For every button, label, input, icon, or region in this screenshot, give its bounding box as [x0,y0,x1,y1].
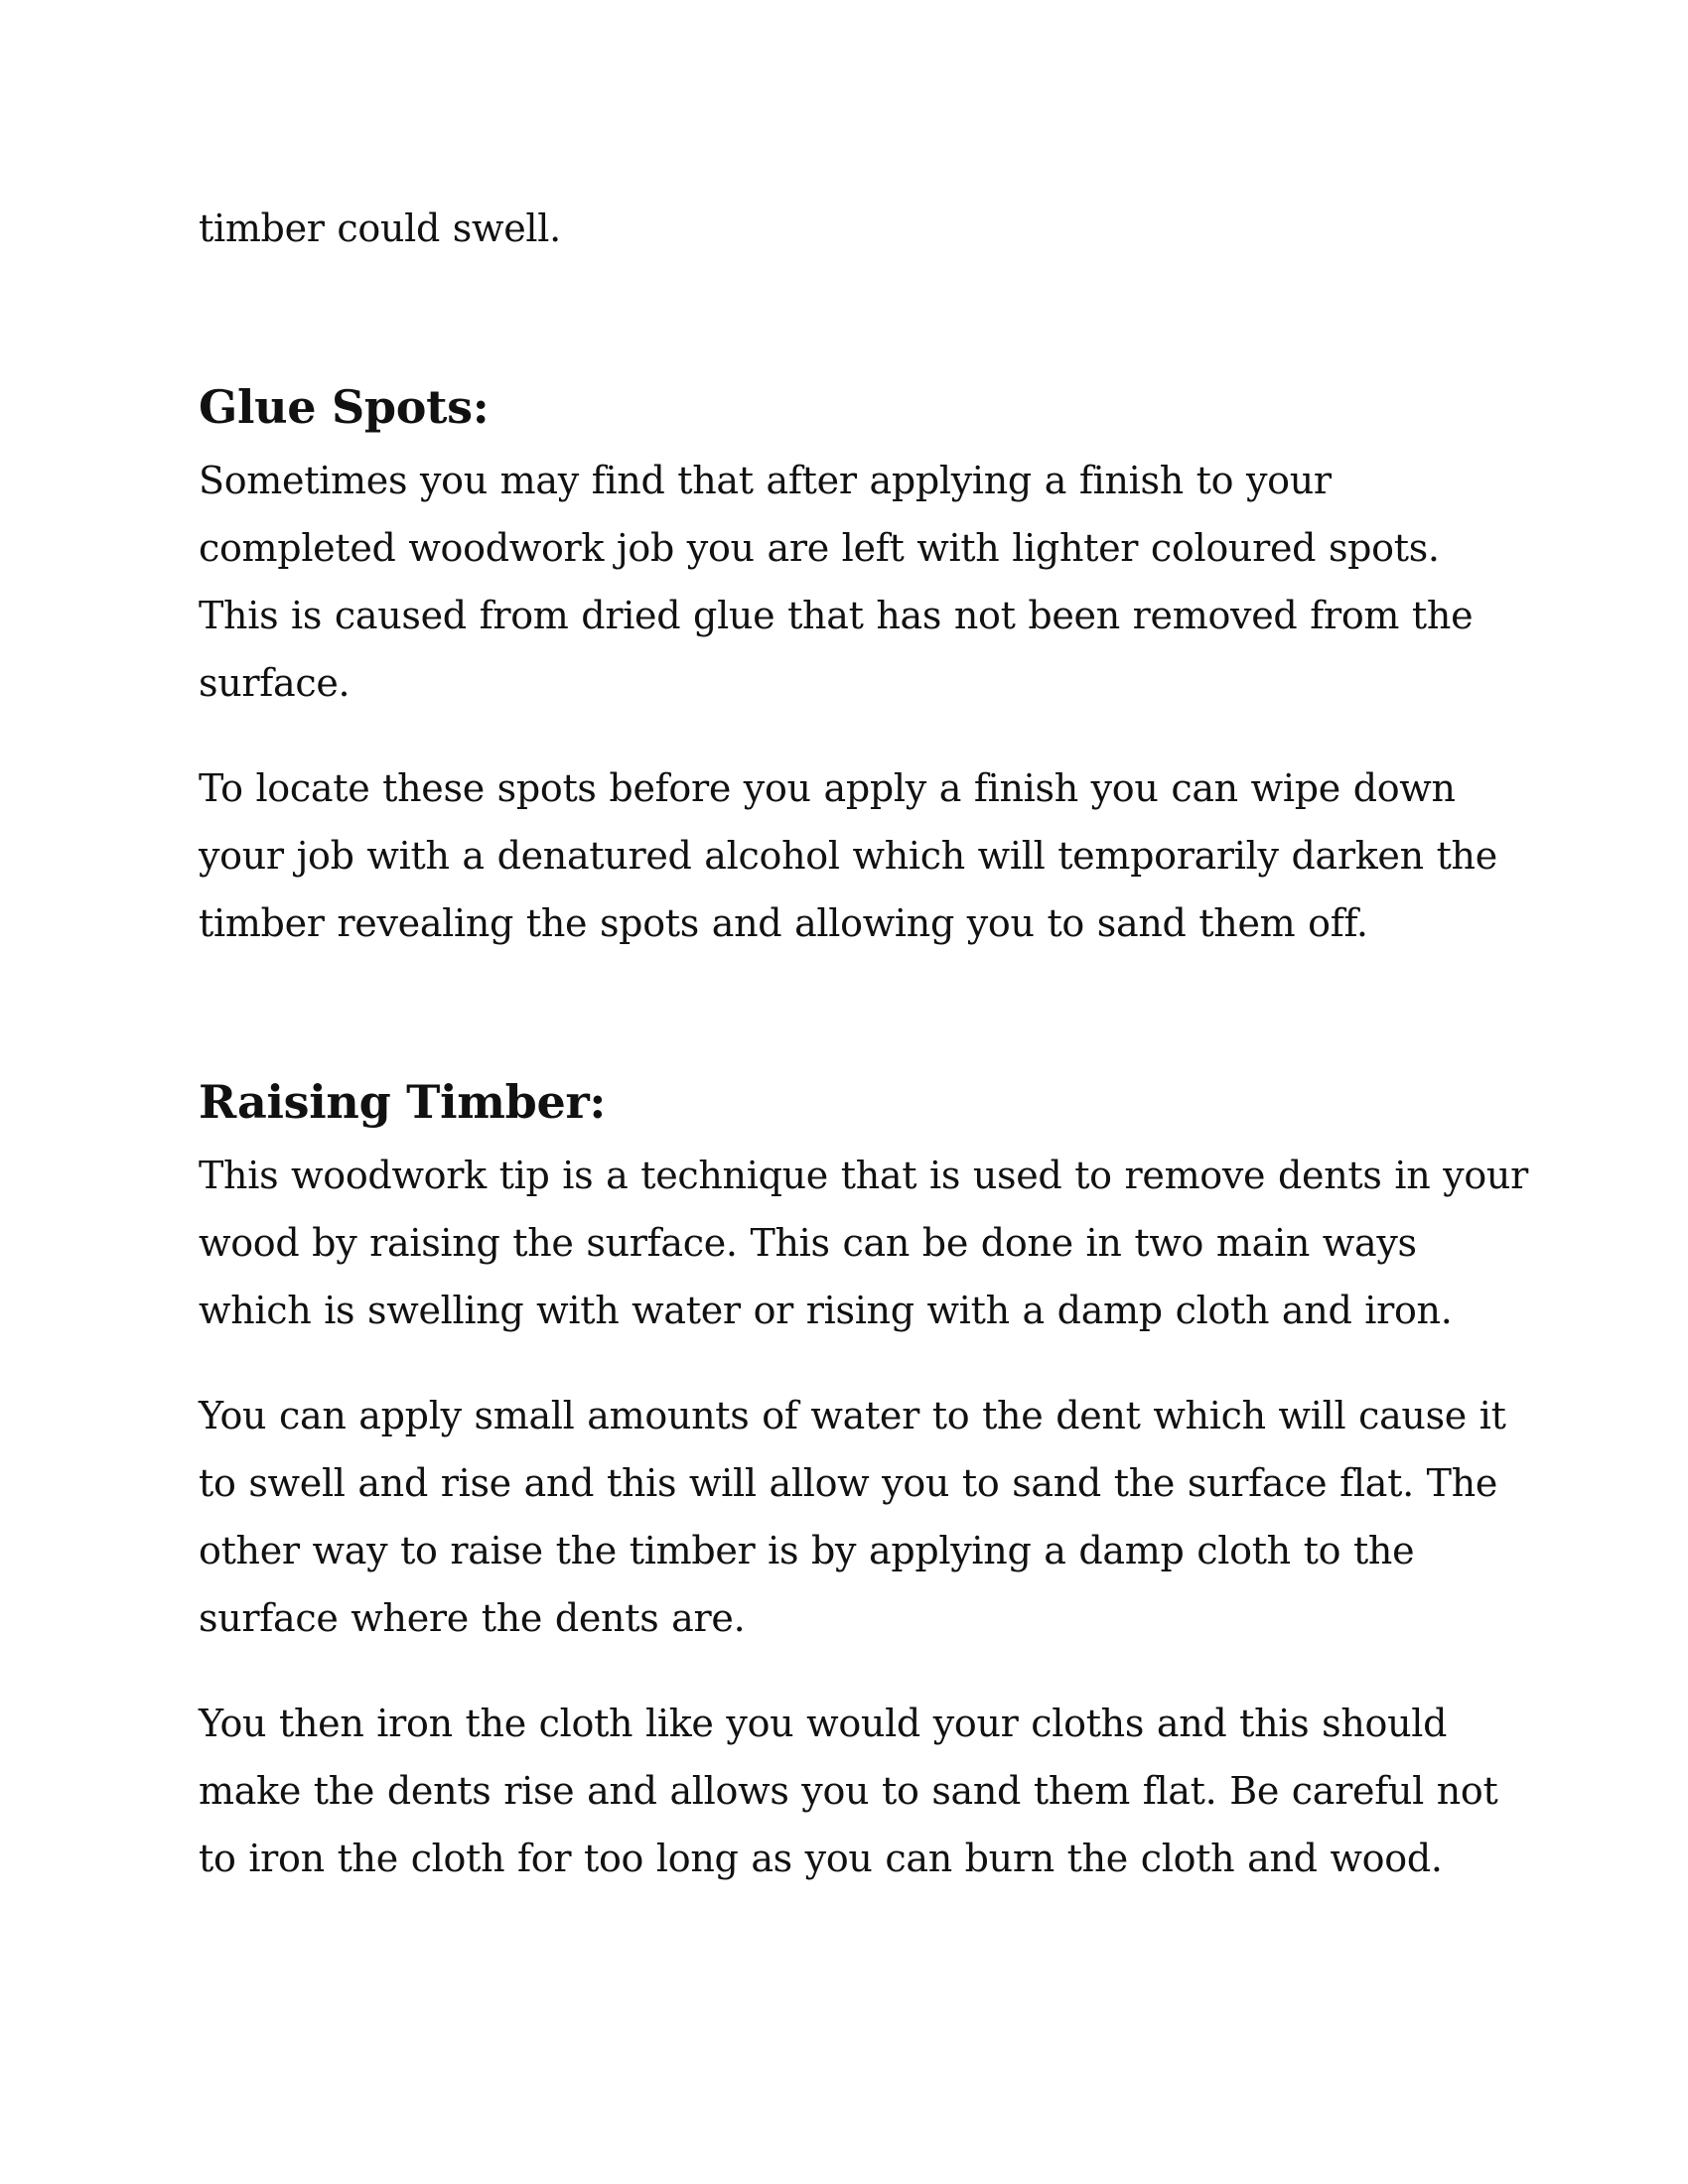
body-paragraph: Sometimes you may find that after applying a finish to your completed woodwork job you are left with lighter coloured spots. This is caused from dried glue that has not been removed from the surface. [199,459,1474,705]
section-glue-spots [199,377,1529,957]
body-paragraph: You then iron the cloth like you would your cloths and this should make the dents rise and allows you to sand them flat. Be careful not to iron the cloth for too long as you can burn the cloth and wood. [199,1702,1498,1880]
continuation-paragraph: timber could swell. [199,206,561,250]
body-paragraph: To locate these spots before you apply a finish you can wipe down your job with a denatured alcohol which will temporarily darken the timber revealing the spots and allowing you to sand them off. [199,766,1497,945]
page-content [199,195,1529,1930]
section-heading: Raising Timber: [199,1075,607,1129]
section-heading: Glue Spots: [199,380,490,434]
body-paragraph: This woodwork tip is a technique that is used to remove dents in your wood by raising the surface. This can be done in two main ways which is swelling with water or rising with a damp cloth and iron. [199,1154,1528,1332]
body-paragraph: You can apply small amounts of water to the dent which will cause it to swell and rise and this will allow you to sand the surface flat. The other way to raise the timber is by applying a damp cloth to the surface where the dents are. [199,1394,1506,1640]
section-raising-timber [199,1072,1529,1892]
